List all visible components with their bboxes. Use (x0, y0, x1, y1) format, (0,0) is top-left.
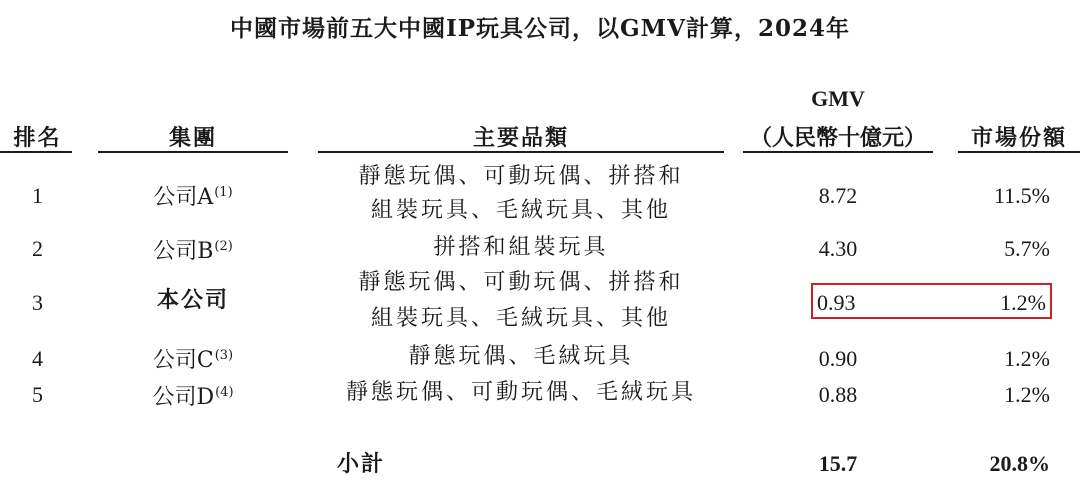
company-cell: 本公司 (156, 287, 229, 313)
gmv-cell: 0.90 (818, 346, 858, 371)
page-title: 中國市場前五大中國IP玩具公司，以GMV計算，2024年 (229, 15, 850, 42)
header-rule (318, 151, 724, 153)
company-name: 公司B (153, 239, 214, 264)
rank-cell: 1 (32, 183, 43, 208)
header-rank: 排名 (13, 125, 62, 151)
footnote-ref: (1) (214, 185, 233, 200)
share-cell: 5.7% (1004, 236, 1050, 261)
rank-cell: 5 (32, 382, 43, 407)
header-rule (743, 151, 933, 153)
share-cell: 1.2% (1000, 290, 1046, 315)
category-line: 靜態玩偶、可動玩偶、拼搭和 (358, 164, 684, 189)
category-line: 靜態玩偶、可動玩偶、毛絨玩具 (345, 380, 696, 405)
footnote-ref: (4) (215, 385, 234, 400)
rank-cell: 4 (32, 346, 43, 371)
footnote-ref: (2) (214, 239, 233, 254)
share-cell: 11.5% (993, 183, 1050, 208)
header-gmv: GMV (811, 86, 865, 111)
company-cell (98, 380, 288, 411)
header-category: 主要品類 (472, 125, 569, 151)
company-cell (98, 343, 288, 374)
category-line: 靜態玩偶、毛絨玩具 (408, 344, 634, 369)
header-group: 集團 (168, 125, 217, 151)
gmv-cell: 4.30 (818, 236, 858, 261)
category-line: 組裝玩具、毛絨玩具、其他 (370, 306, 671, 331)
header-rule (98, 151, 288, 153)
subtotal-gmv: 15.7 (818, 451, 858, 476)
company-name: 公司A (153, 185, 214, 210)
company-name: 公司D (152, 385, 215, 410)
company-cell (98, 234, 288, 265)
rank-cell: 3 (32, 290, 43, 315)
category-line: 靜態玩偶、可動玩偶、拼搭和 (358, 270, 684, 295)
footnote-ref: (3) (214, 348, 234, 363)
header-rule (0, 151, 72, 153)
header-gmv-unit: （人民幣十億元） (749, 125, 926, 151)
share-cell: 1.2% (1004, 382, 1050, 407)
subtotal-share: 20.8% (989, 451, 1050, 476)
header-market-share: 市場份額 (970, 125, 1067, 151)
highlight-box (811, 283, 1052, 319)
gmv-cell: 0.88 (818, 382, 858, 407)
gmv-cell: 8.72 (818, 183, 858, 208)
category-line: 組裝玩具、毛絨玩具、其他 (370, 198, 671, 223)
subtotal-label: 小計 (336, 451, 385, 477)
company-cell (98, 180, 288, 211)
rank-cell: 2 (32, 236, 43, 261)
gmv-cell: 0.93 (817, 290, 856, 315)
header-rule (958, 151, 1080, 153)
category-line: 拼搭和組裝玩具 (433, 235, 609, 260)
company-name: 公司C (152, 348, 214, 373)
share-cell: 1.2% (1004, 346, 1050, 371)
